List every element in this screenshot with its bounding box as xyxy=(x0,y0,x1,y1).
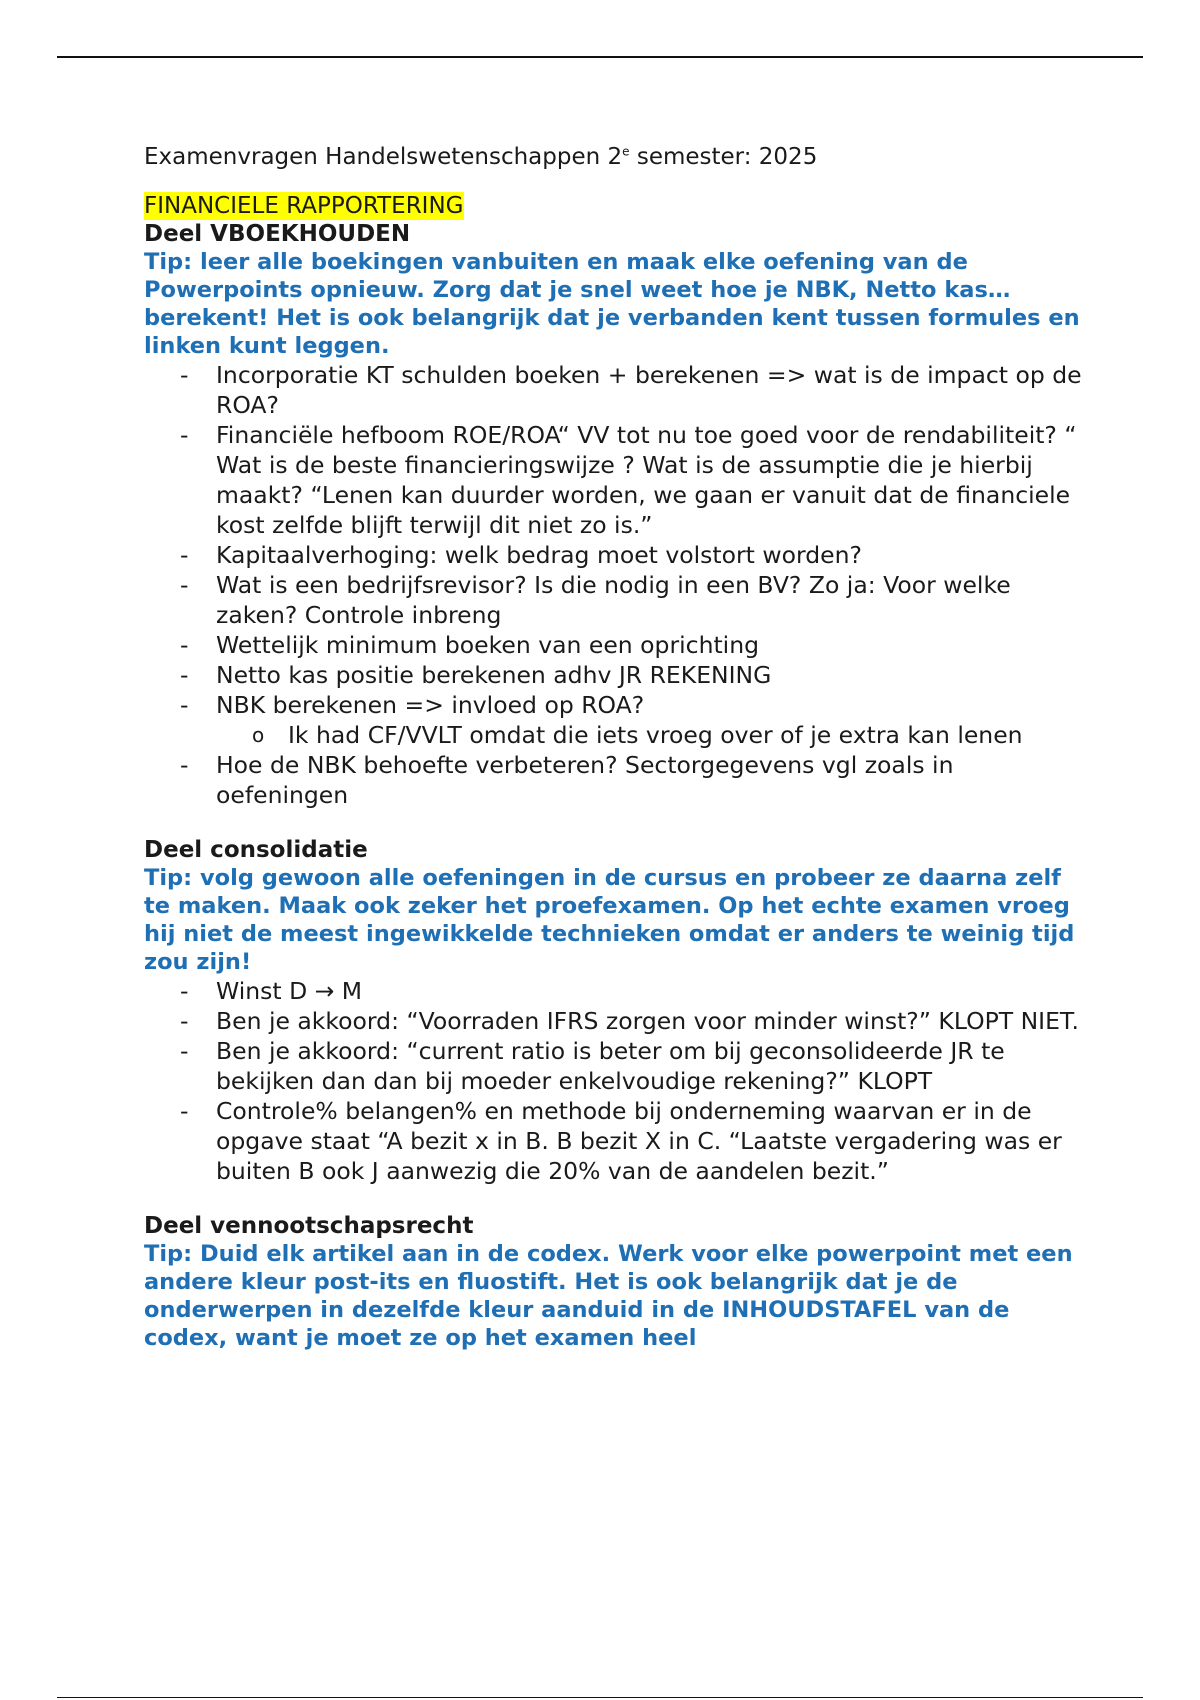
document-body xyxy=(144,142,1084,1352)
top-rule xyxy=(57,56,1143,58)
list-item: - Incorporatie KT schulden boeken + berekenen => wat is de impact op de ROA? xyxy=(216,360,1084,420)
section-heading: Deel consolidatie xyxy=(144,837,368,863)
sub-list-item: o Ik had CF/VVLT omdat die iets vroeg over of je extra kan lenen xyxy=(288,720,1084,750)
highlighted-heading: FINANCIELE RAPPORTERING xyxy=(144,193,464,219)
document-title: Examenvragen Handelswetenschappen 2e semester: 2025 xyxy=(144,144,818,170)
list-item: - Ben je akkoord: “Voorraden IFRS zorgen voor minder winst?” KLOPT NIET. xyxy=(216,1006,1084,1036)
section-vennootschapsrecht xyxy=(144,1212,1084,1352)
list-item: - NBK berekenen => invloed op ROA? o Ik had CF/VVLT omdat die iets vroeg over of je extra kan lenen xyxy=(216,690,1084,750)
question-list xyxy=(144,360,1084,810)
tip-text: Tip: Duid elk artikel aan in de codex. Werk voor elke powerpoint met een andere kleur post-its en fluostift. Het is ook belangrijk dat je de onderwerpen in dezelfde kleur aanduid in de INHOUDSTAFEL van de codex, want je moet ze op het examen heel xyxy=(144,1241,1073,1351)
section-heading: Deel vennootschapsrecht xyxy=(144,1213,474,1239)
question-list xyxy=(144,976,1084,1186)
list-item: - Controle% belangen% en methode bij onderneming waarvan er in de opgave staat “A bezit x in B. B bezit X in C. “Laatste vergadering was er buiten B ook J aanwezig die 20% van de aandelen bezit.” xyxy=(216,1096,1084,1186)
list-item: - Hoe de NBK behoefte verbeteren? Sectorgegevens vgl zoals in oefeningen xyxy=(216,750,1084,810)
list-item: - Financiële hefboom ROE/ROA“ VV tot nu toe goed voor de rendabiliteit? “ Wat is de beste financieringswijze ? Wat is de assumptie die je hierbij maakt? “Lenen kan duurder worden, we gaan er vanuit dat de financiele kost zelfde blijft terwijl dit niet zo is.” xyxy=(216,420,1084,540)
section-vboekhouden xyxy=(144,220,1084,810)
section-consolidatie xyxy=(144,836,1084,1186)
list-item: - Kapitaalverhoging: welk bedrag moet volstort worden? xyxy=(216,540,1084,570)
list-item: - Netto kas positie berekenen adhv JR REKENING xyxy=(216,660,1084,690)
section-heading: Deel VBOEKHOUDEN xyxy=(144,221,411,247)
sub-list xyxy=(216,720,1084,750)
list-item: - Wettelijk minimum boeken van een oprichting xyxy=(216,630,1084,660)
tip-text: Tip: leer alle boekingen vanbuiten en maak elke oefening van de Powerpoints opnieuw. Zorg dat je snel weet hoe je NBK, Netto kas… berekent! Het is ook belangrijk dat je verbanden kent tussen formules en linken kunt leggen. xyxy=(144,249,1080,359)
list-item: - Wat is een bedrijfsrevisor? Is die nodig in een BV? Zo ja: Voor welke zaken? Controle inbreng xyxy=(216,570,1084,630)
bottom-rule xyxy=(57,1697,1143,1698)
tip-text: Tip: volg gewoon alle oefeningen in de cursus en probeer ze daarna zelf te maken. Maak ook zeker het proefexamen. Op het echte examen vroeg hij niet de meest ingewikkelde technieken omdat er anders te weinig tijd zou zijn! xyxy=(144,865,1075,975)
list-item: - Ben je akkoord: “current ratio is beter om bij geconsolideerde JR te bekijken dan dan bij moeder enkelvoudige rekening?” KLOPT xyxy=(216,1036,1084,1096)
list-item: - Winst D → M xyxy=(216,976,1084,1006)
